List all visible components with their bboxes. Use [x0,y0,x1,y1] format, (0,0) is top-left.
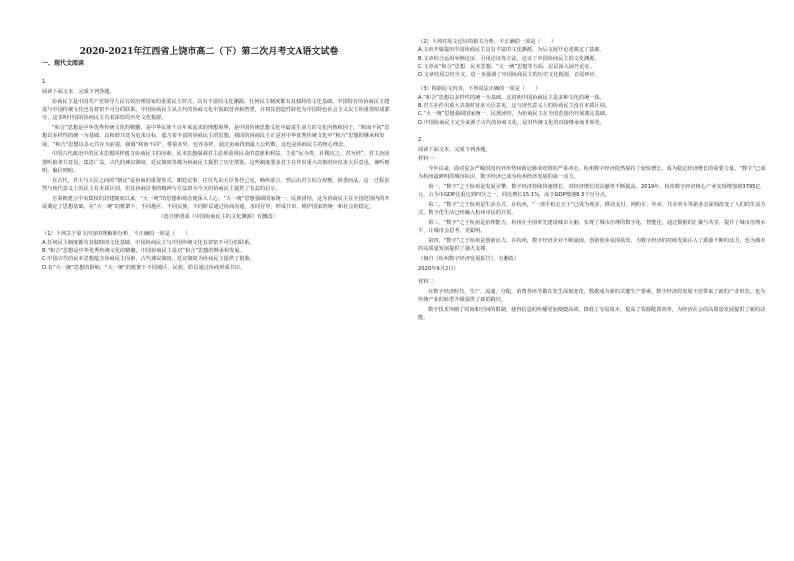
question-number: 1. [42,79,47,86]
material-label: 材料二： [418,279,439,286]
passage-paragraph: 协商民主是中国共产党领导人民有效治理国家的重要民主形式，具有丰富的文化渊源。任何民主制度都有其独特的文化基础，中国特有的协商民主建设与中国传统文化也有着密不可分的联系。中国协商民主从古代的协商文化中汲取营养和智慧，并将其创造性转化为中国特色社会主义民主的重要组成部分，这表明中国的协商民主有着深厚的历史文化根源。 [42,98,390,122]
material-source: （摘自《杭州数字经济发展报告》，有删改） [418,255,520,262]
material-paragraph: 今年以来，面对复杂严峻的国内外形势和新冠肺炎疫情的严重冲击，杭州数字经济依然保持了较快增长，成为稳定经济增长的重要力量。“数字”已成为杭州最鲜明的城市标识，数字经济已成为杭州经济发展的第一动力。 [418,166,766,181]
material-paragraph: 第二，“数字”之于杭州是生活方式。在杭州，“一部手机走天下”已成为现实，移动支付、网约车、外卖、共享单车等新业态深刻改变了人们的生活方式，数字化生活已经融入杭州市民的日常。 [418,202,766,217]
section-heading: 一、现代文阅读 [42,60,85,67]
option-b: B.文章综合运用举例论证、引用论证等方法，论证了中国协商民主的文化渊源。 [418,55,600,62]
option-a: A.文章开篇提出中国协商民主具有丰富的文化渊源，为后文展开论述奠定了基础。 [418,47,605,54]
option-d: D.中国协商民主完全来源于古代的协商文化，是对传统文化的直接继承而非转化。 [418,119,606,126]
left-column [42,60,394,272]
right-column [418,36,770,324]
option-b: B.“和合”思想是中华优秀传统文化的精髓，中国协商民主是对“和合”思想的继承和发展。 [42,247,245,254]
option-a: A.“和合”思想以多样性的统一为基础，这说明中国协商民主是多种文化的统一体。 [418,94,605,101]
option-b: B.君主在作出重大决策时征求大臣意见，这与现代意义上的协商民主没有本质区别。 [418,103,610,110]
reading-instruction: 阅读下面文本，完成下列各题。 [42,88,115,95]
option-c: C.“大一统”思想强调国家统一、民族团结，为协商民主在全国范围内开展奠定基础。 [418,111,611,118]
option-c: C.文章从“和合”思想、民本思想、“大一统”思想等方面，层层深入展开论证。 [418,63,595,70]
question-stem: （1）下列关于原文内容的理解和分析，不正确的一项是（ ） [42,231,191,238]
material-paragraph: 第一，“数字”之于杭州是发展引擎。数字经济持续快速增长，对经济增长的贡献率不断提高。2019年，杭州数字经济核心产业实现增加值3795亿元，占全市GDP比重达到四分之一，同比增长15.1%，高于GDP增速8.3个百分点。 [418,184,761,199]
option-d: D.文章结尾总结全文，进一步强调了中国协商民主的历史文化根源，首尾呼应。 [418,72,601,79]
question-stem: （2）下列对原文论证的相关分析，不正确的一项是（ ） [418,39,557,45]
question-number: 2. [418,136,423,143]
passage-source: （选自廖清成《中国协商民主的文化渊源》有删改） [158,214,278,221]
option-a: A.任何民主制度都有其独特的文化基础，中国协商民主与中国传统文化有着密不可分的联系。 [42,239,255,246]
material-paragraph: 第三，“数字”之于杭州是治理能力。杭州在全国率先建设城市大脑，实现了城市治理的数字化、智能化，通过数据的汇聚与共享，提升了城市治理水平，让城市会思考、更聪明。 [418,219,766,235]
passage-paragraph: 中国古代政治中的民本思想同样蕴含协商民主的因素。民本思想强调君主必须重视民众的意愿和利益，主张“民为贵，社稷次之，君为轻”，君主治国要听取各方意见，集思广益。古代的谏议制度、廷议制度等都为协商民主提供了历史借鉴，这些制度要求君主在作出重大决策时应征求大臣意见，兼听则明，偏信则暗。 [42,151,390,174]
question-stem: （3）根据原文内容，下列说法正确的一项是（ ） [418,86,541,93]
material-date: 2020年9月2日） [418,265,459,272]
option-c: C.中国古代的民本思想蕴含协商民主因素，古代谏议制度、廷议制度为协商民主提供了借鉴。 [42,256,255,263]
material-paragraph: 在数字经济时代，生产、流通、分配、消费各环节都在发生深刻变化，数据成为新的关键生产要素。数字经济的发展不仅带来了新的产业形态，也为传统产业的转型升级提供了新的路径。 [418,289,766,304]
material-paragraph: 数字技术突破了时间和空间的限制，使得信息的传播更加便捷高效，降低了交易成本，提高了资源配置效率，为经济社会的高质量发展提供了新的动能。 [418,307,766,322]
passage-paragraph: “和合”思想是中华优秀传统文化的精髓，是中华民族千百年来追求的理想境界，是中国传统思想文化中最富生命力的文化内核和因子。“和而不同”思想以多样性的统一为基础，以和谐共处为追求目标，蕴含着丰富的协商民主的思想，我国的协商民主正是对中华优秀传统文化中“和合”思想的继承和发展。“和合”思想以多元共存为前提，强调“和而不同”，尊重差异，包容多样，通过协商找到最大公约数，这也是协商民主的核心理念。 [42,124,390,148]
material-paragraph: 第四，“数字”之于杭州是创新活力。在杭州，数字经济企业不断涌现，创新创业氛围浓厚，为数字经济的持续发展注入了源源不断的活力，也为城市的高质量发展提供了强大支撑。 [418,237,766,253]
option-d: D.有“大一统”思想的影响，“大一统”的框架下不同地区、民族、阶层通过协商形成共识。 [42,264,246,271]
passage-paragraph: 在古代，君主与大臣之间的“朝议”是协商的重要形式。朝廷议事，往往先由大臣各抒己见，畅所欲言，然后由君主综合权衡，择善而从，这一过程虽然与现代意义上的民主有本质区别，但其协商议事的精神与方法却为今天的协商民主提供了有益的启示。 [42,177,390,192]
material-label: 材料一： [418,156,439,163]
passage-paragraph: 自秦朝建立中央集权的封建制度以来，“大一统”的思想和观念便深入人心。“大一统”思想强调国家统一、民族团结，这为协商民主在全国范围内的开展奠定了思想基础。在“大一统”的框架下，不同地区、不同民族、不同阶层通过协商沟通，求同存异，形成共识，维护国家的统一和社会的稳定。 [42,195,390,210]
reading-instruction: 阅读下面文本，完成下列各题。 [418,146,491,153]
page-title: 2020-2021年江西省上饶市高二（下）第二次月考文A语文试卷 [79,47,339,57]
